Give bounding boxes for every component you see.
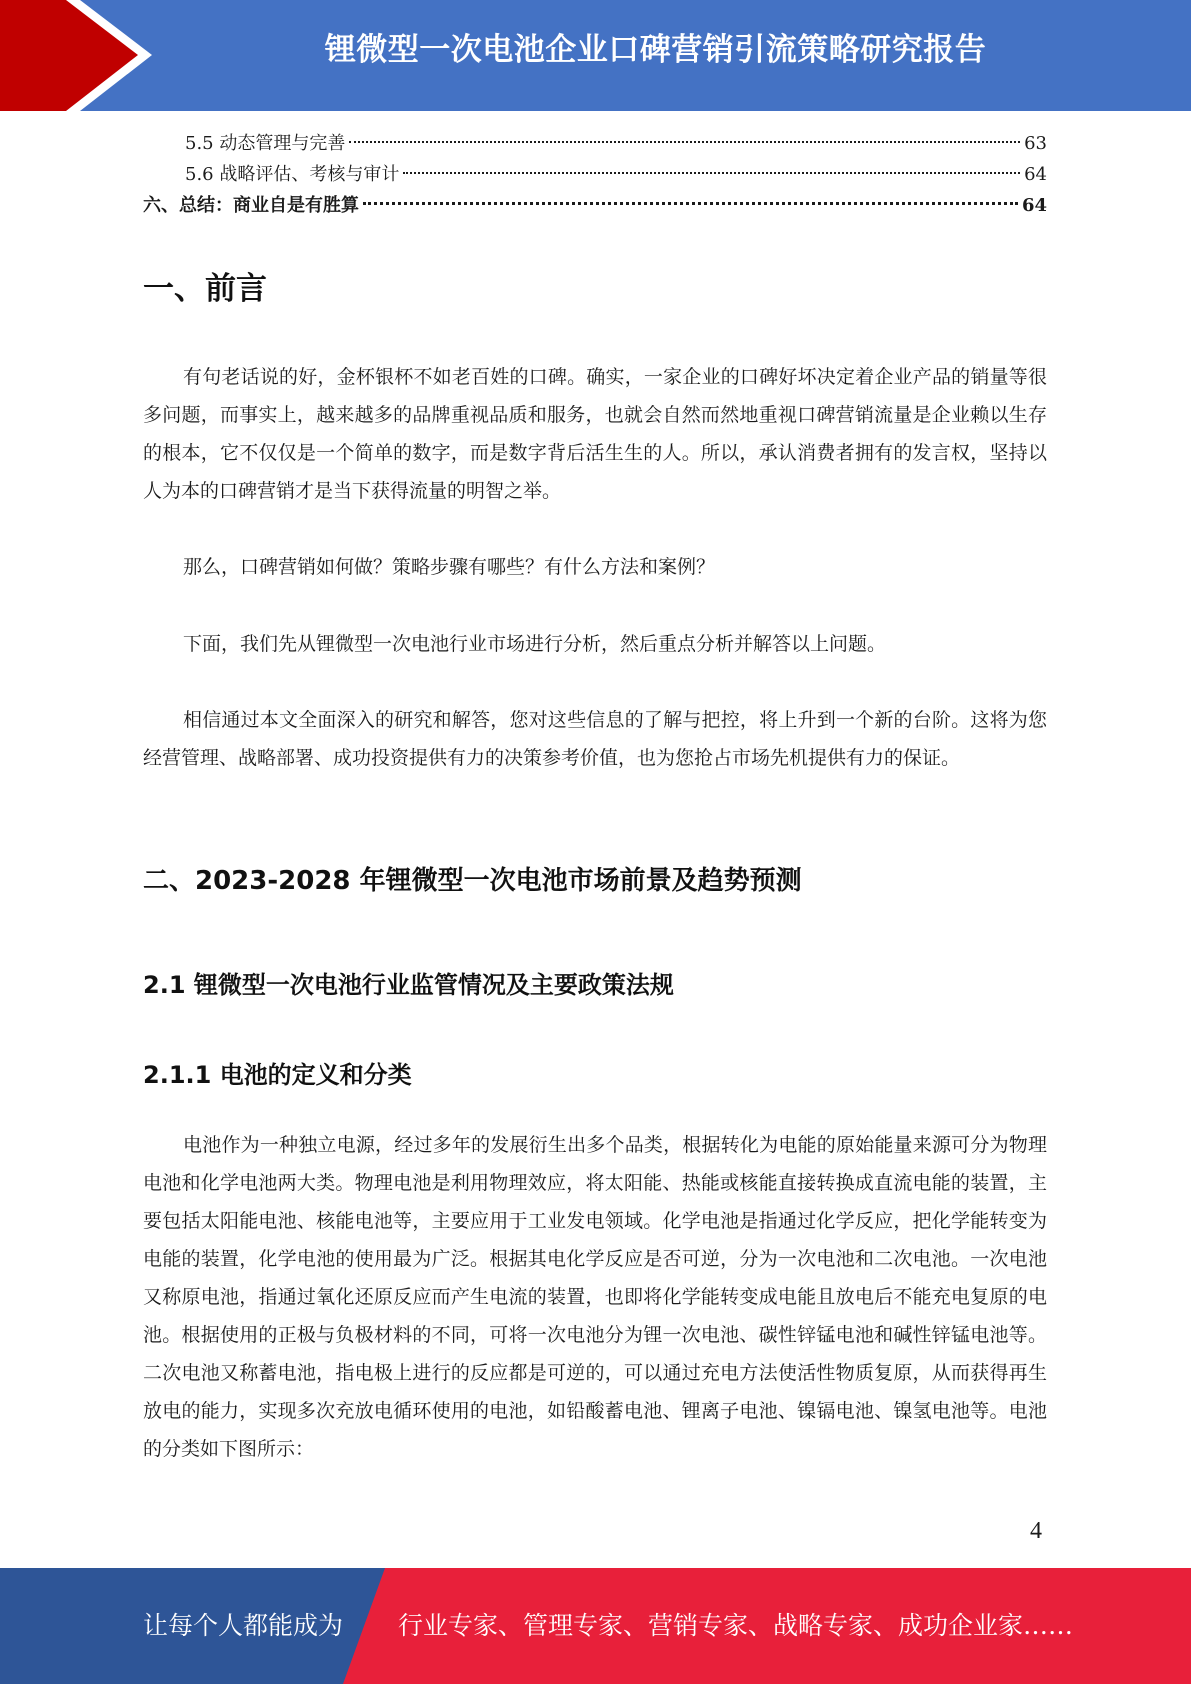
toc-item-page: 64 [1024,164,1047,185]
footer-slogan-left: 让每个人都能成为 [143,1611,344,1640]
toc-item[interactable] [143,190,1047,221]
preface-paragraph [143,625,1047,663]
toc-item[interactable] [143,128,1047,159]
paragraph-text: 有句老话说的好，金杯银杯不如老百姓的口碑。确实，一家企业的口碑好坏决定着企业产品的销量等很多问题，而事实上，越来越多的品牌重视品质和服务，也就会自然而然地重视口碑营销流量是企业赖以生存的根本，它不仅仅是一个简单的数字，而是数字背后活生生的人。所以，承认消费者拥有的发言权，坚持以人为本的口碑营销才是当下获得流量的明智之举。 [143,366,1047,502]
toc-item-page: 64 [1021,195,1047,216]
preface-paragraph [143,701,1047,777]
toc-item-label: 5.6 战略评估、考核与审计 [185,164,400,185]
toc-leader-dots [403,172,1020,174]
paragraph-text: 那么，口碑营销如何做？策略步骤有哪些？有什么方法和案例？ [183,556,716,578]
page-footer [0,1568,1191,1684]
header-arrow-icon [0,0,138,111]
paragraph-text: 电池作为一种独立电源，经过多年的发展衍生出多个品类，根据转化为电能的原始能量来源可分为物理电池和化学电池两大类。物理电池是利用物理效应，将太阳能、热能或核能直接转换成直流电能的装置，主要包括太阳能电池、核能电池等，主要应用于工业发电领域。化学电池是指通过化学反应，把化学能转变为电能的装置，化学电池的使用最为广泛。根据其电化学反应是否可逆，分为一次电池和二次电池。一次电池又称原电池，指通过氧化还原反应而产生电流的装置，也即将化学能转变成电能且放电后不能充电复原的电池。根据使用的正极与负极材料的不同，可将一次电池分为锂一次电池、碳性锌锰电池和碱性锌锰电池等。二次电池又称蓄电池，指电极上进行的反应都是可逆的，可以通过充电方法使活性物质复原，从而获得再生放电的能力，实现多次充放电循环使用的电池，如铅酸蓄电池、锂离子电池、镍镉电池、镍氢电池等。电池的分类如下图所示： [143,1134,1047,1460]
paragraph-text: 相信通过本文全面深入的研究和解答，您对这些信息的了解与把控，将上升到一个新的台阶。这将为您经营管理、战略部署、成功投资提供有力的决策参考价值，也为您抢占市场先机提供有力的保证。 [143,709,1047,769]
page-number: 4 [1030,1518,1042,1544]
section-heading-market-forecast: 二、2023-2028 年锂微型一次电池市场前景及趋势预测 [143,866,802,896]
subsection-heading-regulation: 2.1 锂微型一次电池行业监管情况及主要政策法规 [143,971,674,999]
toc-item-label: 六、总结：商业自是有胜算 [143,195,359,216]
battery-definition-paragraph [143,1126,1047,1468]
toc-item-page: 63 [1024,133,1047,154]
section-heading-preface: 一、前言 [143,271,267,307]
toc-item[interactable] [143,159,1047,190]
table-of-contents [143,128,1047,221]
subsection-heading-battery-definition: 2.1.1 电池的定义和分类 [143,1061,412,1089]
toc-item-label: 5.5 动态管理与完善 [185,133,346,154]
preface-paragraph [143,548,1047,586]
preface-paragraph [143,358,1047,510]
toc-leader-dots [363,202,1018,205]
toc-leader-dots [349,141,1020,143]
report-title: 锂微型一次电池企业口碑营销引流策略研究报告 [324,32,987,68]
paragraph-text: 下面，我们先从锂微型一次电池行业市场进行分析，然后重点分析并解答以上问题。 [183,633,887,655]
footer-slogan-right: 行业专家、管理专家、营销专家、战略专家、成功企业家…… [398,1611,1074,1640]
page-header [0,0,1191,111]
